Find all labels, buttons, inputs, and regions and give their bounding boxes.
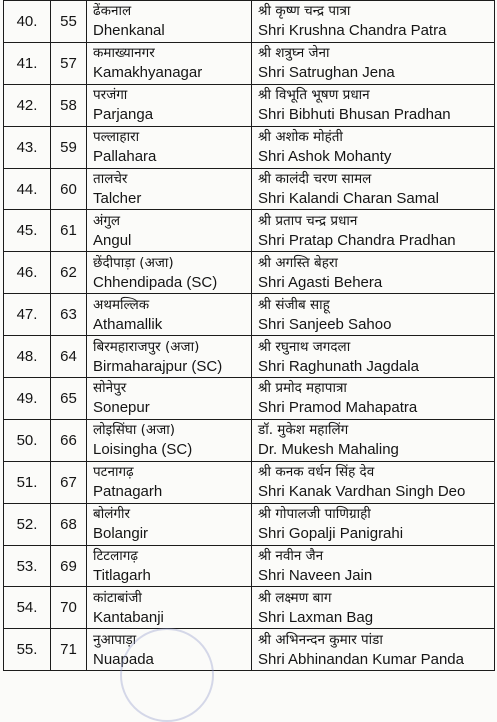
candidate-cell	[252, 545, 495, 587]
table-row	[4, 126, 495, 168]
candidate-name-hindi: श्री अशोक मोहंती	[258, 129, 343, 146]
candidate-name-english: Shri Kalandi Charan Samal	[258, 190, 439, 207]
candidate-cell	[252, 84, 495, 126]
serial-number-cell: 53.	[4, 545, 51, 587]
constituency-number-cell: 67	[51, 461, 87, 503]
constituency-number-cell: 61	[51, 210, 87, 252]
serial-number-cell: 55.	[4, 629, 51, 671]
candidate-cell	[252, 629, 495, 671]
constituency-name-english: Nuapada	[93, 650, 154, 668]
candidate-name-english: Shri Satrughan Jena	[258, 64, 395, 82]
constituency-number-cell: 55	[51, 1, 87, 43]
table-row	[4, 84, 495, 126]
candidate-name-hindi: श्री विभूति भूषण प्रधान	[258, 87, 370, 104]
table-row	[4, 503, 495, 545]
constituency-number-cell: 66	[51, 419, 87, 461]
candidate-name-hindi: श्री संजीब साहू	[258, 296, 330, 313]
candidate-name-english: Dr. Mukesh Mahaling	[258, 441, 399, 459]
serial-number-cell: 51.	[4, 461, 51, 503]
serial-number-cell: 49.	[4, 378, 51, 420]
constituency-number-cell: 57	[51, 42, 87, 84]
serial-number-cell: 41.	[4, 42, 51, 84]
constituency-cell	[87, 84, 252, 126]
constituency-name-hindi: बिरमहाराजपुर (अजा)	[93, 338, 200, 355]
constituency-number-cell: 58	[51, 84, 87, 126]
constituency-number-cell: 63	[51, 294, 87, 336]
constituency-name-english: Talcher	[93, 190, 142, 207]
constituency-name-hindi: सोनेपुर	[93, 380, 127, 397]
candidate-table	[3, 0, 495, 671]
candidate-name-english: Shri Abhinandan Kumar Panda	[258, 650, 464, 668]
candidate-name-english: Shri Krushna Chandra Patra	[258, 22, 447, 40]
candidate-name-hindi: श्री अभिनन्दन कुमार पांडा	[258, 631, 383, 648]
constituency-name-hindi: लोइसिंघा (अजा)	[93, 422, 176, 439]
constituency-number-cell: 62	[51, 252, 87, 294]
constituency-name-hindi: छेंदीपाड़ा (अजा)	[93, 254, 174, 271]
constituency-name-hindi: अथमल्लिक	[93, 296, 150, 313]
candidate-cell	[252, 126, 495, 168]
candidate-name-hindi: श्री नवीन जैन	[258, 548, 324, 565]
candidate-name-hindi: श्री कालंदी चरण सामल	[258, 171, 372, 187]
candidate-name-hindi: श्री रघुनाथ जगदला	[258, 338, 351, 355]
candidate-name-english: Shri Naveen Jain	[258, 567, 373, 585]
constituency-name-english: Loisingha (SC)	[93, 441, 193, 459]
candidate-cell	[252, 378, 495, 420]
constituency-name-english: Parjanga	[93, 106, 154, 124]
candidate-name-english: Shri Gopalji Panigrahi	[258, 525, 404, 543]
candidate-cell	[252, 210, 495, 252]
candidate-cell	[252, 587, 495, 629]
table-row	[4, 587, 495, 629]
candidate-name-english: Shri Raghunath Jagdala	[258, 357, 419, 375]
constituency-cell	[87, 378, 252, 420]
serial-number-cell: 45.	[4, 210, 51, 252]
candidate-cell	[252, 419, 495, 461]
table-row	[4, 42, 495, 84]
constituency-name-english: Titlagarh	[93, 567, 151, 585]
constituency-number-cell: 68	[51, 503, 87, 545]
serial-number-cell: 43.	[4, 126, 51, 168]
constituency-name-english: Bolangir	[93, 525, 149, 543]
constituency-name-hindi: कमाख्यानगर	[93, 45, 155, 62]
serial-number-cell: 44.	[4, 168, 51, 210]
table-row	[4, 294, 495, 336]
table-row	[4, 545, 495, 587]
constituency-cell	[87, 629, 252, 671]
serial-number-cell: 47.	[4, 294, 51, 336]
constituency-number-cell: 71	[51, 629, 87, 671]
table-row	[4, 629, 495, 671]
constituency-cell	[87, 461, 252, 503]
constituency-name-english: Chhendipada (SC)	[93, 273, 218, 291]
candidate-name-english: Shri Kanak Vardhan Singh Deo	[258, 483, 466, 501]
candidate-name-hindi: श्री लक्ष्मण बाग	[258, 589, 332, 606]
serial-number-cell: 48.	[4, 336, 51, 378]
constituency-name-hindi: बोलंगीर	[93, 506, 130, 523]
serial-number-cell: 42.	[4, 84, 51, 126]
constituency-name-english: Athamallik	[93, 315, 163, 333]
candidate-name-english: Shri Laxman Bag	[258, 608, 374, 626]
table-row	[4, 168, 495, 210]
candidate-name-hindi: डॉ. मुकेश महालिंग	[258, 422, 349, 439]
constituency-name-hindi: तालचेर	[93, 171, 128, 187]
constituency-name-hindi: नुआपाड़ा	[93, 631, 137, 648]
serial-number-cell: 40.	[4, 1, 51, 43]
candidate-cell	[252, 503, 495, 545]
constituency-name-hindi: परजंगा	[93, 87, 128, 104]
table-row	[4, 336, 495, 378]
constituency-number-cell: 59	[51, 126, 87, 168]
candidate-cell	[252, 336, 495, 378]
constituency-cell	[87, 126, 252, 168]
constituency-cell	[87, 168, 252, 210]
serial-number-cell: 50.	[4, 419, 51, 461]
constituency-name-english: Dhenkanal	[93, 22, 165, 40]
candidate-name-hindi: श्री अगस्ति बेहरा	[258, 254, 338, 271]
candidate-cell	[252, 168, 495, 210]
table-row	[4, 210, 495, 252]
constituency-number-cell: 70	[51, 587, 87, 629]
candidate-name-english: Shri Bibhuti Bhusan Pradhan	[258, 106, 451, 124]
constituency-name-hindi: पटनागढ़	[93, 464, 134, 481]
constituency-cell	[87, 503, 252, 545]
candidate-cell	[252, 252, 495, 294]
constituency-name-english: Kantabanji	[93, 608, 164, 626]
candidate-name-english: Shri Sanjeeb Sahoo	[258, 315, 392, 333]
candidate-name-hindi: श्री प्रताप चन्द्र प्रधान	[258, 212, 358, 229]
constituency-name-hindi: पल्लाहारा	[93, 129, 140, 146]
candidate-name-english: Shri Agasti Behera	[258, 273, 383, 291]
constituency-name-english: Sonepur	[93, 399, 150, 417]
constituency-name-english: Angul	[93, 231, 132, 249]
constituency-cell	[87, 419, 252, 461]
constituency-name-hindi: टिटलागढ़	[93, 548, 138, 565]
constituency-cell	[87, 336, 252, 378]
candidate-name-english: Shri Ashok Mohanty	[258, 148, 392, 166]
table-row	[4, 1, 495, 43]
candidate-name-hindi: श्री प्रमोद महापात्रा	[258, 380, 347, 397]
constituency-number-cell: 64	[51, 336, 87, 378]
constituency-cell	[87, 545, 252, 587]
candidate-cell	[252, 461, 495, 503]
constituency-name-hindi: अंगुल	[93, 212, 121, 229]
constituency-cell	[87, 252, 252, 294]
candidate-cell	[252, 1, 495, 43]
constituency-name-hindi: ढेंकनाल	[93, 3, 132, 20]
constituency-number-cell: 69	[51, 545, 87, 587]
constituency-cell	[87, 42, 252, 84]
constituency-cell	[87, 587, 252, 629]
candidate-name-hindi: श्री कनक वर्धन सिंह देव	[258, 464, 375, 481]
table-row	[4, 461, 495, 503]
candidate-name-hindi: श्री शत्रुघ्न जेना	[258, 45, 330, 62]
candidate-table-body	[4, 1, 495, 671]
constituency-name-english: Patnagarh	[93, 483, 163, 501]
serial-number-cell: 54.	[4, 587, 51, 629]
serial-number-cell: 46.	[4, 252, 51, 294]
constituency-name-english: Pallahara	[93, 148, 157, 166]
candidate-name-english: Shri Pratap Chandra Pradhan	[258, 231, 456, 249]
constituency-cell	[87, 294, 252, 336]
candidate-cell	[252, 42, 495, 84]
constituency-name-english: Birmaharajpur (SC)	[93, 357, 223, 375]
candidate-cell	[252, 294, 495, 336]
candidate-name-english: Shri Pramod Mahapatra	[258, 399, 418, 417]
candidate-name-hindi: श्री कृष्ण चन्द्र पात्रा	[258, 3, 351, 20]
constituency-cell	[87, 1, 252, 43]
table-row	[4, 378, 495, 420]
candidate-name-hindi: श्री गोपालजी पाणिग्राही	[258, 506, 371, 523]
table-row	[4, 419, 495, 461]
constituency-name-english: Kamakhyanagar	[93, 64, 203, 82]
serial-number-cell: 52.	[4, 503, 51, 545]
constituency-name-hindi: कांटाबांजी	[93, 589, 142, 606]
constituency-number-cell: 65	[51, 378, 87, 420]
constituency-number-cell: 60	[51, 168, 87, 210]
constituency-cell	[87, 210, 252, 252]
table-row	[4, 252, 495, 294]
